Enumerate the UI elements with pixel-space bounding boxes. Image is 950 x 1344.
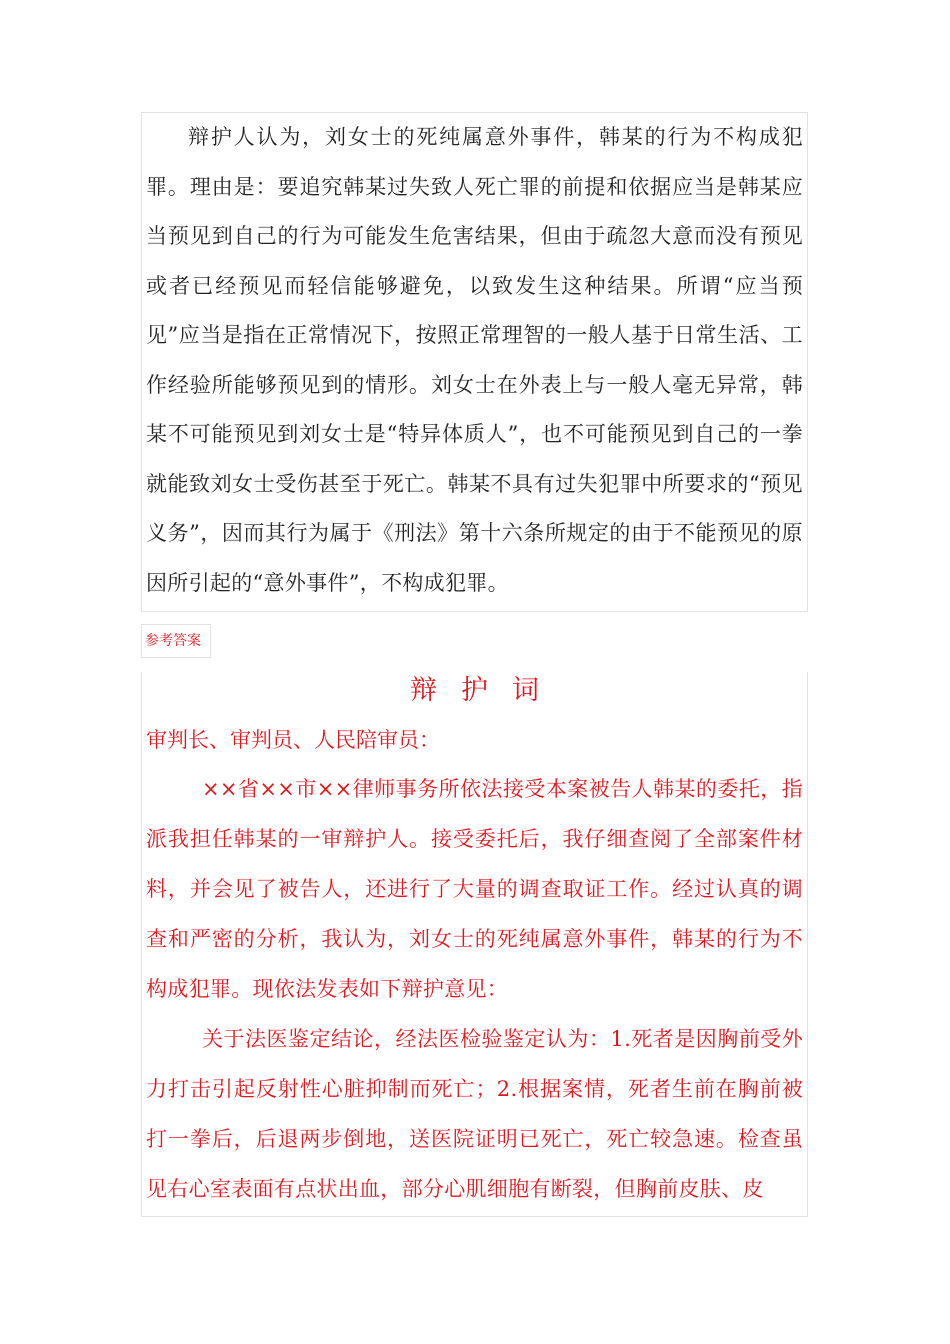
answer-text-box (141, 672, 808, 1217)
defense-opinion-paragraph: 辩护人认为，刘女士的死纯属意外事件，韩某的行为不构成犯罪。理由是：要追究韩某过失致人死亡罪的前提和依据应当是韩某应当预见到自己的行为可能发生危害结果，但由于疏忽大意而没有预见或者已经预见而轻信能够避免，以致发生这种结果。所谓“应当预见”应当是指在正常情况下，按照正常理智的一般人基于日常生活、工作经验所能够预见到的情形。刘女士在外表上与一般人毫无异常，韩某不可能预见到刘女士是“特异体质人”，也不可能预见到自己的一拳就能致刘女士受伤甚至于死亡。韩某不具有过失犯罪中所要求的“预见义务”，因而其行为属于《刑法》第十六条所规定的由于不能预见的原因所引起的“意外事件”，不构成犯罪。 (146, 125, 803, 595)
answer-paragraph-2: 关于法医鉴定结论，经法医检验鉴定认为：1.死者是因胸前受外力打击引起反射性心脏抑制而死亡；2.根据案情，死者生前在胸前被打一拳后，后退两步倒地，送医院证明已死亡，死亡较急速。检查虽见右心室表面有点状出血，部分心肌细胞有断裂，但胸前皮肤、皮 (146, 1027, 803, 1201)
answer-paragraph-1: ××省××市××律师事务所依法接受本案被告人韩某的委托，指派我担任韩某的一审辩护人。接受委托后，我仔细查阅了全部案件材料，并会见了被告人，还进行了大量的调查取证工作。经过认真的调查和严密的分析，我认为，刘女士的死纯属意外事件，韩某的行为不构成犯罪。现依法发表如下辩护意见： (146, 777, 803, 1001)
document-title: 辩护词 (410, 675, 563, 706)
reference-answer-tag[interactable]: 参考答案 (141, 624, 211, 658)
salutation-line: 审判长、审判员、人民陪审员： (146, 728, 440, 752)
question-text-box (141, 112, 808, 612)
